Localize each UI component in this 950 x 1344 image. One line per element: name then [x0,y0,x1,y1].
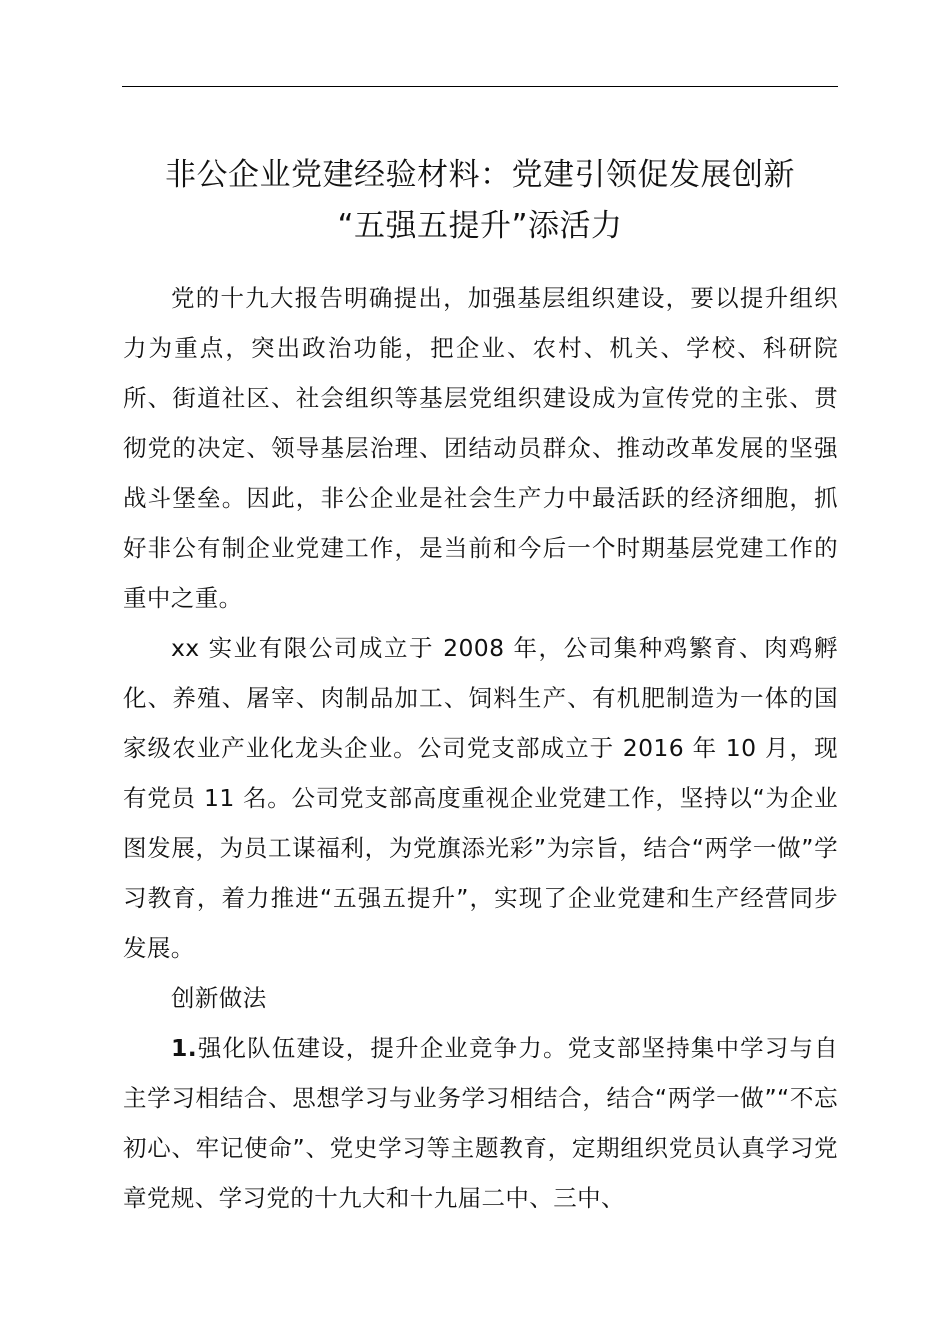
paragraph-company: xx 实业有限公司成立于 2008 年，公司集种鸡繁育、肉鸡孵化、养殖、屠宰、肉制品加工、饲料生产、有机肥制造为一体的国家级农业产业化龙头企业。公司党支部成立于 2016 年 10 月，现有党员 11 名。公司党支部高度重视企业党建工作，坚持以“为企业图发展，为员工谋福利，为党旗添光彩”为宗旨，结合“两学一做”学习教育，着力推进“五强五提升”，实现了企业党建和生产经营同步发展。 [123,634,838,962]
title-line-2: “五强五提升”添活力 [337,208,623,244]
paragraph-intro: 党的十九大报告明确提出，加强基层组织建设，要以提升组织力为重点，突出政治功能，把企业、农村、机关、学校、科研院所、街道社区、社会组织等基层党组织建设成为宣传党的主张、贯彻党的决定、领导基层治理、团结动员群众、推动改革发展的坚强战斗堡垒。因此，非公企业是社会生产力中最活跃的经济细胞，抓好非公有制企业党建工作，是当前和今后一个时期基层党建工作的重中之重。 [123,284,838,612]
list-item-1-number: 1. [171,1034,198,1062]
title-line-1: 非公企业党建经验材料：党建引领促发展创新 [165,157,795,193]
document-title [110,150,850,252]
header-rule [122,86,838,87]
section-heading: 创新做法 [171,984,267,1012]
list-item-1-text: 强化队伍建设，提升企业竞争力。党支部坚持集中学习与自主学习相结合、思想学习与业务学习相结合，结合“两学一做”“不忘初心、牢记使命”、党史学习等主题教育，定期组织党员认真学习党章党规、学习党的十九大和十九届二中、三中、 [123,1034,838,1212]
list-item-1 [123,1023,838,1223]
document-body [123,273,838,1223]
